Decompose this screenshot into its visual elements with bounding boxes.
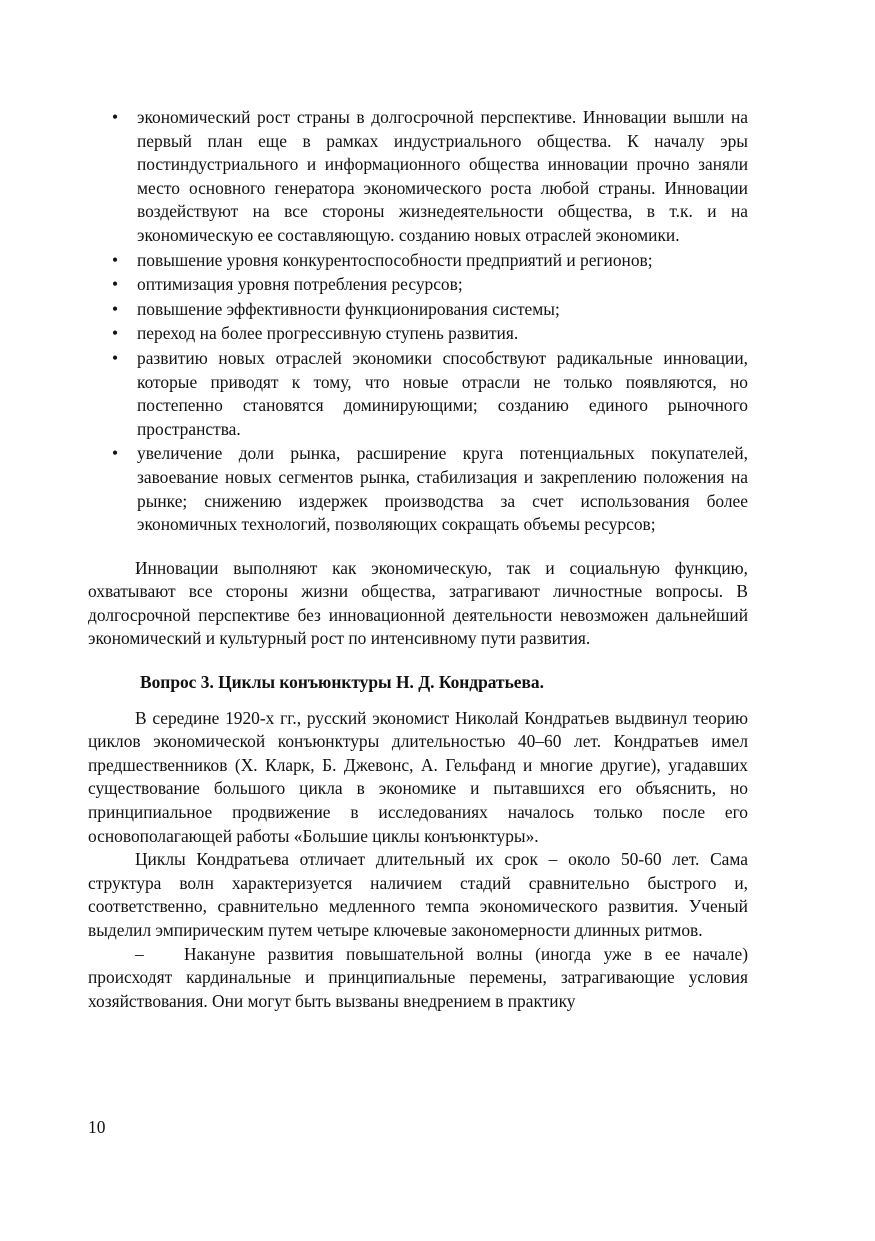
list-item-text: увеличение доли рынка, расширение круга потенциальных покупателей, завоевание новых сегментов рынка, стабилизация и закреплению положения на рынке; снижению издержек производства за счет использования более экономичных технологий, позволяющих сокращать объемы ресурсов; [137,443,748,535]
bullet-marker: • [112,298,119,319]
page-number: 10 [88,1117,106,1137]
list-item-text: повышение эффективности функционирования системы; [137,298,560,319]
section-heading: Вопрос 3. Циклы конъюнктуры Н. Д. Кондратьева. [140,672,544,693]
list-item-text: экономический рост страны в долгосрочной перспективе. Инновации вышли на первый план еще в рамках индустриального общества. К началу эры постиндустриального и информационного общества инновации прочно заняли место основного генератора экономического роста любой страны. Инновации воздействуют на все стороны жизнедеятельности общества, в т.к. и на экономическую ее составляющую. созданию новых отраслей экономики. [137,107,748,245]
bullet-marker: • [112,274,119,295]
paragraph-kondratiev-cycles: Циклы Кондратьева отличает длительный их срок – около 50-60 лет. Сама структура волн характеризуется наличием стадий сравнительно быстрого и, соответственно, сравнительно медленного темпа экономического развития. Ученый выделил эмпирическим путем четыре ключевые закономерности длинных ритмов. [88,849,748,940]
list-item-text: переход на более прогрессивную ступень развития. [137,323,519,344]
page-content [88,106,748,1013]
list-item-text: повышение уровня конкурентоспособности предприятий и регионов; [137,249,653,270]
list-item [88,106,748,248]
bullet-marker: • [112,323,119,344]
bullet-marker: • [112,347,119,368]
bullet-marker: • [112,107,119,127]
paragraph-dash-item [88,943,748,1014]
bullet-marker: • [112,443,119,464]
list-item [88,249,748,273]
paragraph-kondratiev-theory: В середине 1920-х гг., русский экономист Николай Кондратьев выдвинул теорию циклов экономической конъюнктуры длительностью 40–60 лет. Кондратьев имел предшественников (Х. Кларк, Б. Джевонс, А. Гельфанд и многие другие), угадавших существование большого цикла в экономике и пытавшихся его объяснить, но принципиальное продвижение в исследованиях началось только после его основополагающей работы «Большие циклы конъюнктуры». [88,707,748,846]
list-item [88,322,748,346]
list-item [88,347,748,441]
list-item-text: оптимизация уровня потребления ресурсов; [137,274,463,295]
bullet-marker: • [112,249,119,270]
bullet-list [88,106,748,537]
dash-marker: – [135,943,144,964]
list-item [88,298,748,322]
list-item [88,442,748,536]
spacer [88,538,748,557]
list-item [88,273,748,297]
list-item-text: развитию новых отраслей экономики способствуют радикальные инновации, которые приводят к тому, что новые отрасли не только появляются, но постепенно становятся доминирующими; созданию единого рыночного пространства. [137,347,748,439]
paragraph-innovations: Инновации выполняют как экономическую, так и социальную функцию, охватывают все стороны жизни общества, затрагивают личностные вопросы. В долгосрочной перспективе без инновационной деятельности невозможен дальнейший экономический и культурный рост по интенсивному пути развития. [88,557,748,649]
dash-item-text: Накануне развития повышательной волны (иногда уже в ее начале) происходят кардинальные и принципиальные перемены, затрагивающие условия хозяйствования. Они могут быть вызваны внедрением в практику [88,943,748,1011]
